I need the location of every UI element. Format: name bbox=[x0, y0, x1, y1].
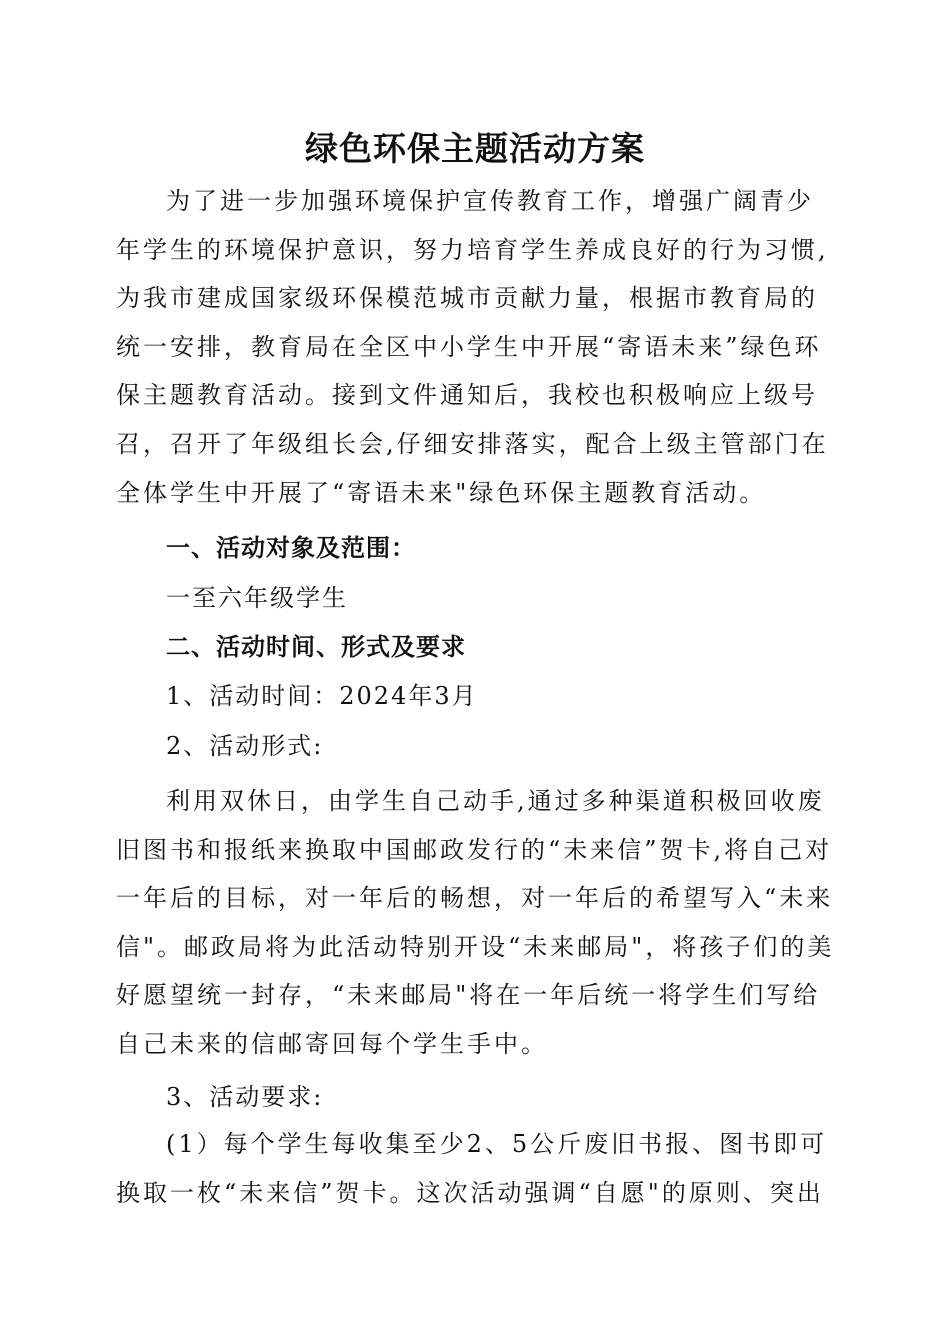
item-3-activity-requirements: 3、活动要求: bbox=[166, 1083, 324, 1111]
item-1-activity-time: 1、活动时间：2024年3月 bbox=[166, 682, 478, 710]
section-1-heading: 一、活动对象及范围： bbox=[166, 533, 416, 562]
document-title: 绿色环保主题活动方案 bbox=[305, 129, 645, 168]
section-1-text: 一至六年级学生 bbox=[166, 584, 348, 612]
item-2-activity-form: 2、活动形式: bbox=[166, 732, 324, 760]
requirement-1-paragraph: (1）每个学生每收集至少2、5公斤废旧书报、图书即可换取一枚“未来信”贺卡。这次活动强调“自愿"的原则、突出 bbox=[116, 1130, 828, 1207]
intro-paragraph: 为了进一步加强环境保护宣传教育工作，增强广阔青少年学生的环境保护意识，努力培育学生养成良好的行为习惯,为我市建成国家级环保模范城市贡献力量，根据市教育局的统一安排，教育局在全区中小学生中开展“寄语未来”绿色环保主题教育活动。接到文件通知后，我校也积极响应上级号召，召开了年级组长会,仔细安排落实，配合上级主管部门在全体学生中开展了“寄语未来"绿色环保主题教育活动。 bbox=[116, 187, 829, 507]
section-2-heading: 二、活动时间、形式及要求 bbox=[166, 632, 466, 661]
activity-form-paragraph: 利用双休日，由学生自己动手,通过多种渠道积极回收废旧图书和报纸来换取中国邮政发行的“未来信”贺卡,将自己对一年后的目标，对一年后的畅想，对一年后的希望写入“未来信"。邮政局将为此活动特别开设“未来邮局"，将孩子们的美好愿望统一封存，“未来邮局"将在一年后统一将学生们写给自己未来的信邮寄回每个学生手中。 bbox=[116, 787, 835, 1058]
